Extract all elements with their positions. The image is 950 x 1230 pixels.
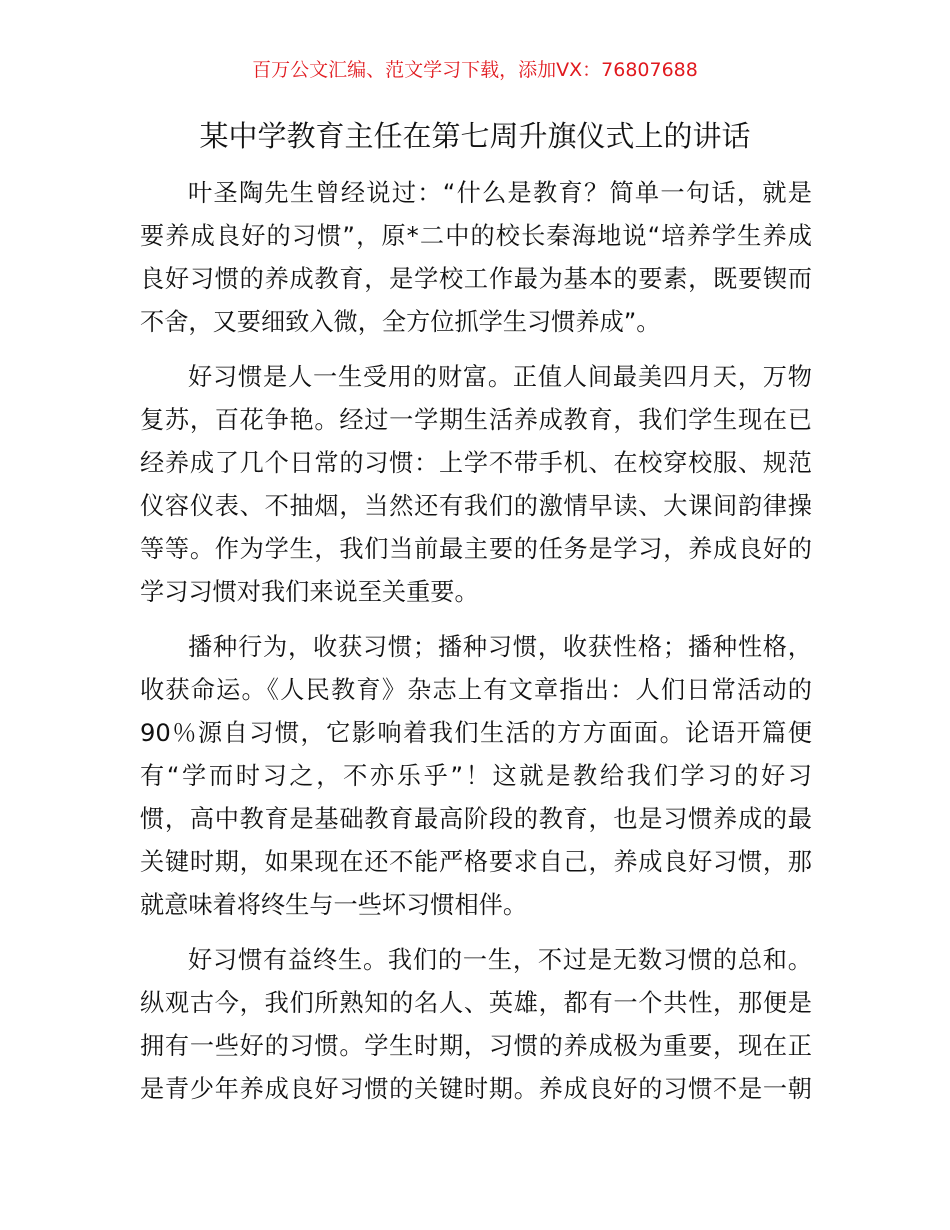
paragraph — [140, 939, 812, 1111]
text-line: 好习惯是人一生受用的财富。正值人间最美四月天，万物 — [188, 363, 812, 391]
text-line: 学习习惯对我们来说至关重要。 — [140, 578, 479, 606]
text-line: 是青少年养成良好习惯的关键时期。养成良好的习惯不是一朝 — [140, 1075, 812, 1103]
text-line: 良好习惯的养成教育，是学校工作最为基本的要素，既要锲而 — [140, 265, 812, 293]
text-line: 不舍，又要细致入微，全方位抓学生习惯养成”。 — [140, 308, 661, 336]
text-line: 有“学而时习之，不亦乐乎”！这就是教给我们学习的好习 — [140, 762, 812, 790]
text-line: 要养成良好的习惯”，原*二中的校长秦海地说“培养学生养成 — [140, 222, 812, 250]
text-line: 仪容仪表、不抽烟，当然还有我们的激情早读、大课间韵律操 — [140, 492, 812, 520]
document-title: 某中学教育主任在第七周升旗仪式上的讲话 — [199, 119, 751, 153]
text-line: 经养成了几个日常的习惯：上学不带手机、在校穿校服、规范 — [140, 449, 812, 477]
document-body — [140, 172, 812, 1123]
text-line: 就意味着将终生与一些坏习惯相伴。 — [140, 891, 528, 919]
text-line: 拥有一些好的习惯。学生时期，习惯的养成极为重要，现在正 — [140, 1032, 812, 1060]
text-line: 播种行为，收获习惯；播种习惯，收获性格；播种性格， — [188, 633, 812, 661]
paragraph — [140, 626, 812, 927]
paragraph — [140, 172, 812, 344]
text-line: 复苏，百花争艳。经过一学期生活养成教育，我们学生现在已 — [140, 406, 812, 434]
text-line: 收获命运。《人民教育》杂志上有文章指出：人们日常活动的 — [140, 676, 812, 704]
text-line: 90％源自习惯，它影响着我们生活的方方面面。论语开篇便 — [140, 719, 812, 747]
text-line: 惯，高中教育是基础教育最高阶段的教育，也是习惯养成的最 — [140, 805, 812, 833]
text-line: 叶圣陶先生曾经说过：“什么是教育？简单一句话，就是 — [188, 179, 812, 207]
watermark-header: 百万公文汇编、范文学习下载，添加VX：76807688 — [252, 59, 698, 81]
paragraph — [140, 356, 812, 614]
text-line: 好习惯有益终生。我们的一生，不过是无数习惯的总和。 — [188, 946, 812, 974]
text-line: 关键时期，如果现在还不能严格要求自己，养成良好习惯，那 — [140, 848, 812, 876]
text-line: 纵观古今，我们所熟知的名人、英雄，都有一个共性，那便是 — [140, 989, 812, 1017]
text-line: 等等。作为学生，我们当前最主要的任务是学习，养成良好的 — [140, 535, 812, 563]
